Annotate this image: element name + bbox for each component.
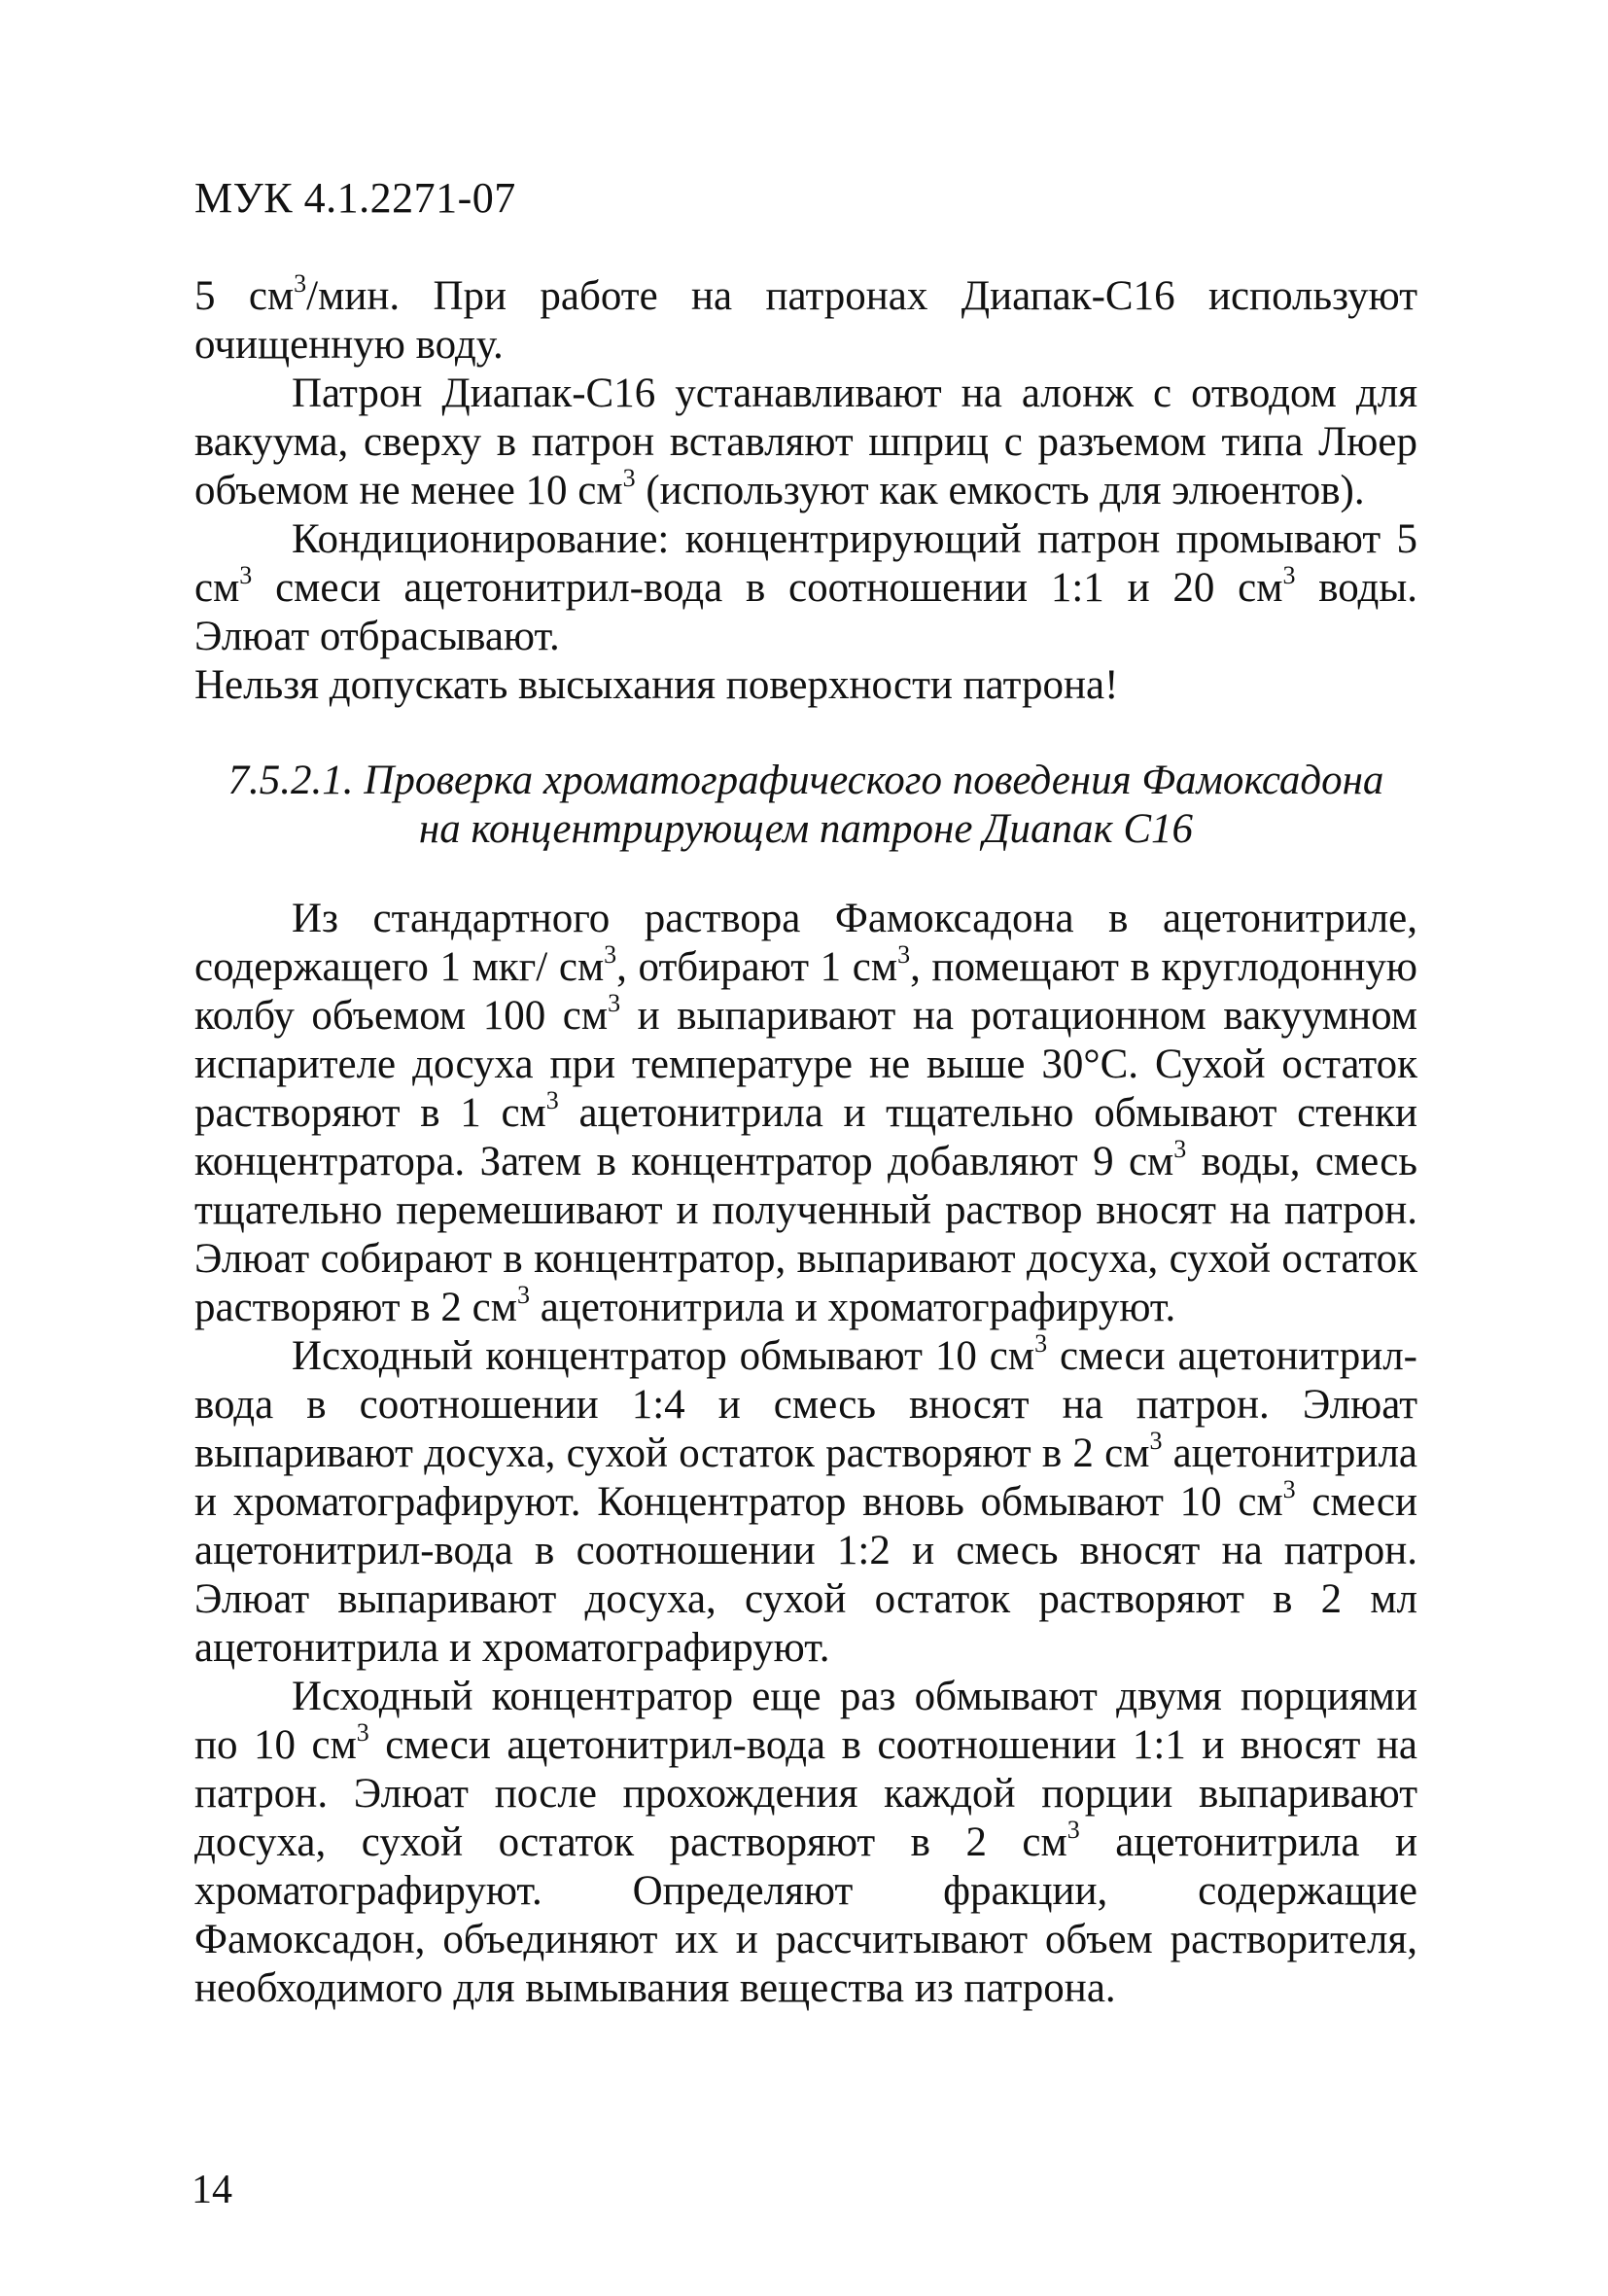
paragraph-cartridge-setup: Патрон Диапак-С16 устанавливают на алонж с отводом для вакуума, сверху в патрон вставляют шприц с разъемом типа Люер объемом не менее 10 $см^3$ (используют как емкость для элюентов). (194, 371, 1417, 513)
paragraph-warning: Нельзя допускать высыхания поверхности патрона! (194, 662, 1119, 708)
document-code: МУК 4.1.2271-07 (194, 174, 516, 222)
page-number: 14 (192, 2168, 232, 2212)
paragraph-initial-wash: Исходный концентратор обмывают 10 $см^3$ смеси ацетонитрил-вода в соотношении 1:4 и смесь вносят на патрон. Элюат выпаривают досуха, сухой остаток растворяют в 2 $см^3$ ацетонитрила и хроматографируют. Концентратор вновь обмывают 10 $см^3$ смеси ацетонитрил-вода в соотношении 1:2 и смесь вносят на патрон. Элюат выпаривают досуха, сухой остаток растворяют в 2 мл ацетонитрила и хроматографируют. (194, 1329, 1417, 1671)
paragraph-flow-rate: 5 $см^3$/мин. При работе на патронах Диапак-С16 используют очищенную воду. (194, 269, 1417, 368)
paragraph-conditioning: Кондиционирование: концентрирующий патрон промывают 5 $см^3$ смеси ацетонитрил-вода в соотношении 1:1 и 20 $см^3$ воды. Элюат отбрасывают. (194, 516, 1418, 659)
heading-line-1: 7.5.2.1. Проверка хроматографического поведения Фамоксадона (227, 758, 1384, 803)
procedure-section (194, 895, 1417, 2013)
paragraph-standard-solution: Из стандартного раствора Фамоксадона в ацетонитриле, содержащего 1 мкг/ $см^3$, отбирают 1 $см^3$, помещают в круглодонную колбу объемом 100 $см^3$ и выпаривают на ротационном вакуумном испарителе досуха при температуре не выше 30°С. Сухой остаток растворяют в 1 $см^3$ ацетонитрила и тщательно обмывают стенки концентратора. Затем в концентратор добавляют 9 $см^3$ воды, смесь тщательно перемешивают и полученный раствор вносят на патрон. Элюат собирают в концентратор, выпаривают досуха, сухой остаток растворяют в 2 $см^3$ ацетонитрила и хроматографируют. (194, 896, 1417, 1330)
intro-section (194, 269, 1418, 710)
paragraph-repeat-wash: Исходный концентратор еще раз обмывают двумя порциями по 10 $см^3$ смеси ацетонитрил-вода в соотношении 1:1 и вносят на патрон. Элюат после прохождения каждой порции выпаривают досуха, сухой остаток растворяют в 2 $см^3$ ацетонитрила и хроматографируют. Определяют фракции, содержащие Фамоксадон, объединяют их и рассчитывают объем растворителя, необходимого для вымывания вещества из патрона. (194, 1674, 1417, 2011)
heading-line-2: на концентрирующем патроне Диапак С16 (418, 806, 1194, 852)
section-heading (194, 757, 1417, 854)
